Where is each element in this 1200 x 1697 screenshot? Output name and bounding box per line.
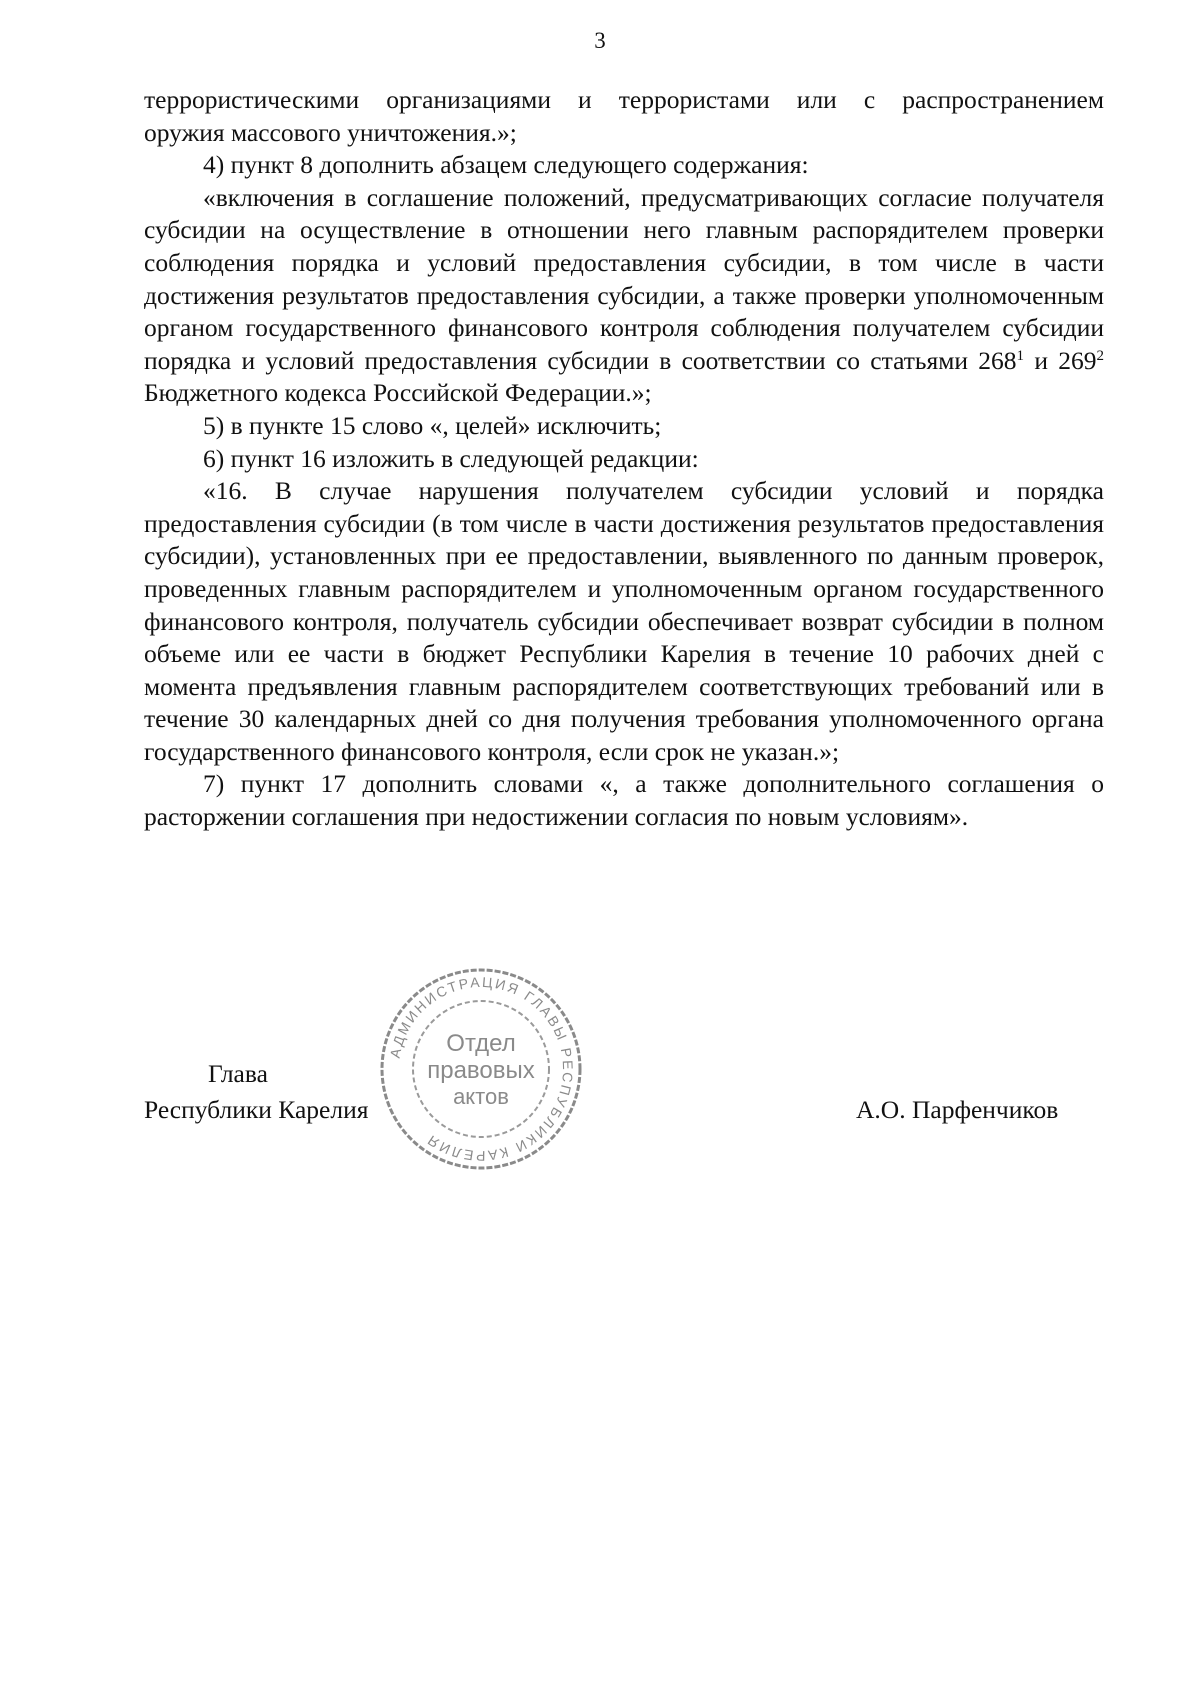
paragraph-item-7: 7) пункт 17 дополнить словами «, а также дополнительного соглашения о расторжении соглашения при недостижении согласия по новым условиям».	[144, 769, 1104, 832]
quote-text-end: Бюджетного кодекса Российской Федерации.»;	[144, 378, 652, 408]
document-body	[144, 84, 1104, 834]
paragraph-continuation-line-1: террористическими организациями и террористами или с распространением	[144, 85, 1104, 114]
paragraph-continuation-line-2: оружия массового уничтожения.»;	[144, 117, 517, 147]
paragraph-item-6: 6) пункт 16 изложить в следующей редакции:	[203, 443, 699, 473]
paragraph-item-6-quote: «16. В случае нарушения получателем субсидии условий и порядка предоставления субсидии (в том числе в части достижения результатов предоставления субсидии), установленных при ее предоставлении, выявленного по данным проверок, проведенных главным распорядителем и уполномоченным органом государственного финансового контроля, получатель субсидии обеспечивает возврат субсидии в полном объеме или ее части в бюджет Республики Карелия в течение 10 рабочих дней с момента предъявления главным распорядителем соответствующих требований или в течение 30 календарных дней со дня получения требования уполномоченного органа государственного финансового контроля, если срок не указан.»;	[144, 476, 1104, 766]
page-number: 3	[594, 28, 606, 53]
paragraph-item-4: 4) пункт 8 дополнить абзацем следующего содержания:	[203, 150, 809, 180]
quote-text-middle: и 269	[1024, 345, 1097, 375]
stamp-ring-text: АДМИНИСТРАЦИЯ ГЛАВЫ РЕСПУБЛИКИ КАРЕЛИЯ	[386, 973, 577, 1165]
paragraph-item-4-quote	[144, 182, 1104, 410]
superscript-1: 1	[1016, 347, 1025, 364]
stamp-line-2: правовых	[427, 1057, 535, 1084]
stamp-line-1: Отдел	[446, 1030, 516, 1057]
quote-text-start: «включения в соглашение положений, предусматривающих согласие получателя субсидии на осуществление в отношении него главным распорядителем проверки соблюдения порядка и условий предоставления субсидии, в том числе в части достижения результатов предоставления субсидии, а также проверки уполномоченным органом государственного финансового контроля соблюдения получателем субсидии порядка и условий предоставления субсидии в соответствии со статьями 268	[144, 182, 1104, 375]
signatory-name: А.О. Парфенчиков	[856, 1095, 1059, 1124]
signature-title: Глава	[208, 1059, 268, 1088]
official-stamp	[378, 966, 584, 1172]
superscript-2: 2	[1096, 347, 1104, 364]
paragraph-item-5: 5) в пункте 15 слово «, целей» исключить;	[203, 410, 662, 440]
stamp-line-3: актов	[453, 1084, 509, 1109]
signature-organization: Республики Карелия	[144, 1095, 369, 1124]
